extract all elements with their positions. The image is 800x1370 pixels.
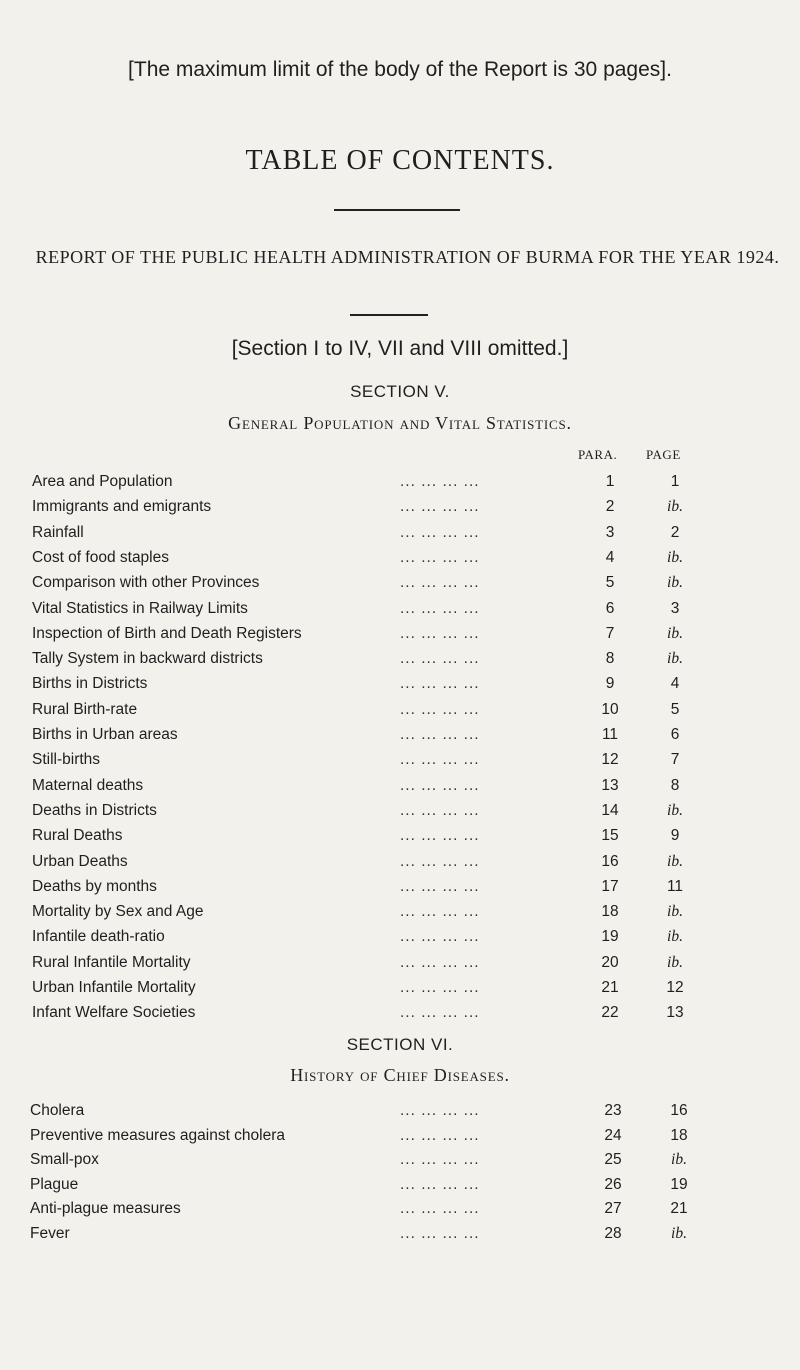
- toc-entry: [0, 650, 800, 674]
- toc-entry-para: 8: [605, 650, 615, 668]
- toc-entry-label: Small-pox: [30, 1151, 99, 1169]
- toc-entry-label: Comparison with other Provinces: [32, 574, 260, 592]
- dot-leader: ... ... ... ...: [400, 1126, 480, 1144]
- dot-leader: ... ... ... ...: [400, 599, 480, 617]
- toc-entry-label: Fever: [30, 1225, 70, 1242]
- dot-leader: ... ... ... ...: [400, 1225, 480, 1242]
- dot-leader: ... ... ... ...: [400, 700, 480, 718]
- toc-entry-para: 7: [605, 624, 615, 642]
- toc-entry-para: 22: [601, 1004, 619, 1022]
- toc-entry-page: 6: [670, 726, 680, 743]
- toc-entry-para: 26: [604, 1175, 622, 1193]
- toc-entry-para: 12: [601, 751, 619, 769]
- toc-entry: [0, 954, 800, 978]
- toc-entry-para: 6: [605, 599, 615, 617]
- dot-leader: ... ... ... ...: [400, 903, 480, 921]
- toc-entry-page: 13: [666, 1004, 684, 1022]
- toc-entry: [0, 979, 800, 1003]
- toc-entry: [0, 701, 800, 725]
- toc-entry-label: Immigrants and emigrants: [32, 498, 212, 516]
- toc-entry: [0, 827, 800, 851]
- toc-entry-page: 11: [666, 877, 684, 895]
- section-vi-heading: SECTION VI.: [346, 1035, 454, 1054]
- toc-entry: [0, 524, 800, 548]
- toc-entry-para: 18: [601, 903, 619, 921]
- toc-entry: [0, 802, 800, 826]
- toc-entry-label: Births in Urban areas: [32, 726, 178, 743]
- toc-entry-label: Infant Welfare Societies: [32, 1004, 196, 1022]
- toc-entry-label: Plague: [30, 1175, 79, 1193]
- dot-leader: ... ... ... ...: [400, 675, 480, 693]
- page-column-header: PAGE: [646, 447, 681, 462]
- dot-leader: ... ... ... ...: [400, 473, 480, 490]
- toc-entry-page: 21: [670, 1200, 688, 1218]
- toc-entry: [0, 751, 800, 775]
- toc-entry: [0, 1102, 800, 1126]
- toc-entry-label: Vital Statistics in Railway Limits: [32, 599, 248, 617]
- toc-entry-label: Anti-plague measures: [30, 1200, 181, 1218]
- toc-entry: [0, 1225, 800, 1249]
- toc-entry-para: 27: [604, 1200, 622, 1218]
- toc-entry-para: 2: [605, 498, 615, 516]
- toc-entry-page: ib.: [667, 624, 683, 642]
- toc-entry-label: Rural Deaths: [32, 827, 123, 845]
- dot-leader: ... ... ... ...: [400, 1102, 480, 1119]
- toc-entry-label: Maternal deaths: [32, 776, 144, 794]
- toc-entry: [0, 1004, 800, 1028]
- dot-leader: ... ... ... ...: [400, 877, 480, 895]
- toc-entry-para: 4: [605, 548, 615, 566]
- toc-entry: [0, 600, 800, 624]
- toc-entry-page: ib.: [667, 650, 683, 668]
- toc-entry-label: Rainfall: [32, 523, 84, 541]
- toc-entry-page: ib.: [667, 953, 683, 971]
- toc-entry: [0, 625, 800, 649]
- toc-entry-page: ib.: [671, 1151, 687, 1169]
- dot-leader: ... ... ... ...: [400, 624, 480, 642]
- toc-entry-para: 9: [605, 675, 615, 693]
- report-title: REPORT OF THE PUBLIC HEALTH ADMINISTRATION OF BURMA FOR THE YEAR 1924.: [35, 247, 780, 267]
- omitted-sections-note: [Section I to IV, VII and VIII omitted.]: [231, 337, 569, 360]
- toc-entry-para: 28: [604, 1225, 622, 1242]
- toc-entry-label: Deaths by months: [32, 877, 157, 895]
- toc-entry: [0, 1151, 800, 1175]
- toc-entry-label: Cholera: [30, 1102, 85, 1119]
- toc-entry: [0, 498, 800, 522]
- toc-entry-para: 23: [604, 1102, 622, 1119]
- dot-leader: ... ... ... ...: [400, 827, 480, 845]
- toc-entry: [0, 574, 800, 598]
- toc-entry-page: ib.: [671, 1225, 687, 1242]
- toc-entry-para: 10: [601, 700, 619, 718]
- toc-entry-page: 1: [670, 473, 680, 490]
- section-v-subheading: General Population and Vital Statistics.: [228, 413, 572, 433]
- toc-entry-para: 20: [601, 953, 619, 971]
- toc-entry-label: Cost of food staples: [32, 548, 169, 566]
- toc-entry-label: Preventive measures against cholera: [30, 1126, 286, 1144]
- toc-entry-para: 1: [605, 473, 615, 490]
- toc-entry: [0, 473, 800, 497]
- toc-entry-label: Urban Deaths: [32, 852, 128, 870]
- toc-entry-page: 3: [670, 599, 680, 617]
- dot-leader: ... ... ... ...: [400, 852, 480, 870]
- toc-entry-page: 16: [670, 1102, 688, 1119]
- toc-entry: [0, 1200, 800, 1224]
- toc-entry-para: 5: [605, 574, 615, 592]
- dot-leader: ... ... ... ...: [400, 1175, 480, 1193]
- dot-leader: ... ... ... ...: [400, 548, 480, 566]
- dot-leader: ... ... ... ...: [400, 953, 480, 971]
- toc-entry: [0, 549, 800, 573]
- toc-entry-page: ib.: [667, 852, 683, 870]
- toc-entry-para: 24: [604, 1126, 622, 1144]
- toc-entry: [0, 878, 800, 902]
- toc-entry-page: ib.: [667, 801, 683, 819]
- dot-leader: ... ... ... ...: [400, 1151, 480, 1169]
- title-divider: [334, 209, 460, 211]
- dot-leader: ... ... ... ...: [400, 574, 480, 592]
- toc-entry-para: 3: [605, 523, 615, 541]
- dot-leader: ... ... ... ...: [400, 928, 480, 946]
- toc-entry-label: Births in Districts: [32, 675, 148, 693]
- dot-leader: ... ... ... ...: [400, 523, 480, 541]
- section-vi-subheading: History of Chief Diseases.: [290, 1065, 510, 1085]
- dot-leader: ... ... ... ...: [400, 1004, 480, 1022]
- report-divider: [350, 314, 428, 316]
- toc-entry: [0, 853, 800, 877]
- dot-leader: ... ... ... ...: [400, 726, 480, 743]
- page-title: TABLE OF CONTENTS.: [245, 145, 555, 176]
- toc-entry: [0, 903, 800, 927]
- toc-entry-page: ib.: [667, 548, 683, 566]
- toc-entry-page: 9: [670, 827, 680, 845]
- toc-entry-label: Infantile death-ratio: [32, 928, 165, 946]
- toc-entry-page: ib.: [667, 574, 683, 592]
- section-v-heading: SECTION V.: [350, 382, 450, 401]
- toc-entry-page: ib.: [667, 498, 683, 516]
- toc-entry-para: 16: [601, 852, 619, 870]
- toc-entry-label: Inspection of Birth and Death Registers: [32, 624, 302, 642]
- toc-entry-label: Still-births: [32, 751, 101, 769]
- toc-entry: [0, 928, 800, 952]
- toc-entry-page: 7: [670, 751, 680, 769]
- toc-entry-label: Mortality by Sex and Age: [32, 903, 204, 921]
- toc-entry-page: 8: [670, 776, 680, 794]
- toc-entry-page: ib.: [667, 928, 683, 946]
- dot-leader: ... ... ... ...: [400, 776, 480, 794]
- dot-leader: ... ... ... ...: [400, 498, 480, 516]
- toc-entry-page: 19: [670, 1175, 688, 1193]
- toc-entry-para: 11: [601, 726, 619, 743]
- toc-entry-page: 5: [670, 700, 680, 718]
- toc-entry: [0, 1127, 800, 1151]
- toc-entry-para: 19: [601, 928, 619, 946]
- page-limit-note: [The maximum limit of the body of the Report is 30 pages].: [128, 58, 672, 81]
- toc-entry-para: 25: [604, 1151, 622, 1169]
- dot-leader: ... ... ... ...: [400, 801, 480, 819]
- toc-entry-label: Rural Birth-rate: [32, 700, 138, 718]
- toc-entry-page: 12: [666, 979, 684, 996]
- para-column-header: PARA.: [578, 447, 618, 462]
- toc-entry-para: 21: [601, 979, 619, 996]
- toc-entry-label: Rural Infantile Mortality: [32, 953, 191, 971]
- toc-entry: [0, 726, 800, 750]
- toc-entry-page: ib.: [667, 903, 683, 921]
- dot-leader: ... ... ... ...: [400, 650, 480, 668]
- toc-entry-para: 17: [601, 877, 619, 895]
- dot-leader: ... ... ... ...: [400, 979, 480, 996]
- toc-entry-page: 2: [670, 523, 680, 541]
- toc-entry: [0, 1176, 800, 1200]
- toc-entry-label: Area and Population: [32, 473, 173, 490]
- toc-entry-para: 14: [601, 801, 619, 819]
- dot-leader: ... ... ... ...: [400, 751, 480, 769]
- toc-entry-label: Deaths in Districts: [32, 801, 157, 819]
- toc-entry-page: 18: [670, 1126, 688, 1144]
- toc-entry-label: Tally System in backward districts: [32, 650, 263, 668]
- toc-entry-label: Urban Infantile Mortality: [32, 979, 196, 996]
- toc-entry-page: 4: [670, 675, 680, 693]
- toc-entry: [0, 777, 800, 801]
- toc-entry-para: 13: [601, 776, 619, 794]
- dot-leader: ... ... ... ...: [400, 1200, 480, 1218]
- toc-entry-para: 15: [601, 827, 619, 845]
- toc-entry: [0, 675, 800, 699]
